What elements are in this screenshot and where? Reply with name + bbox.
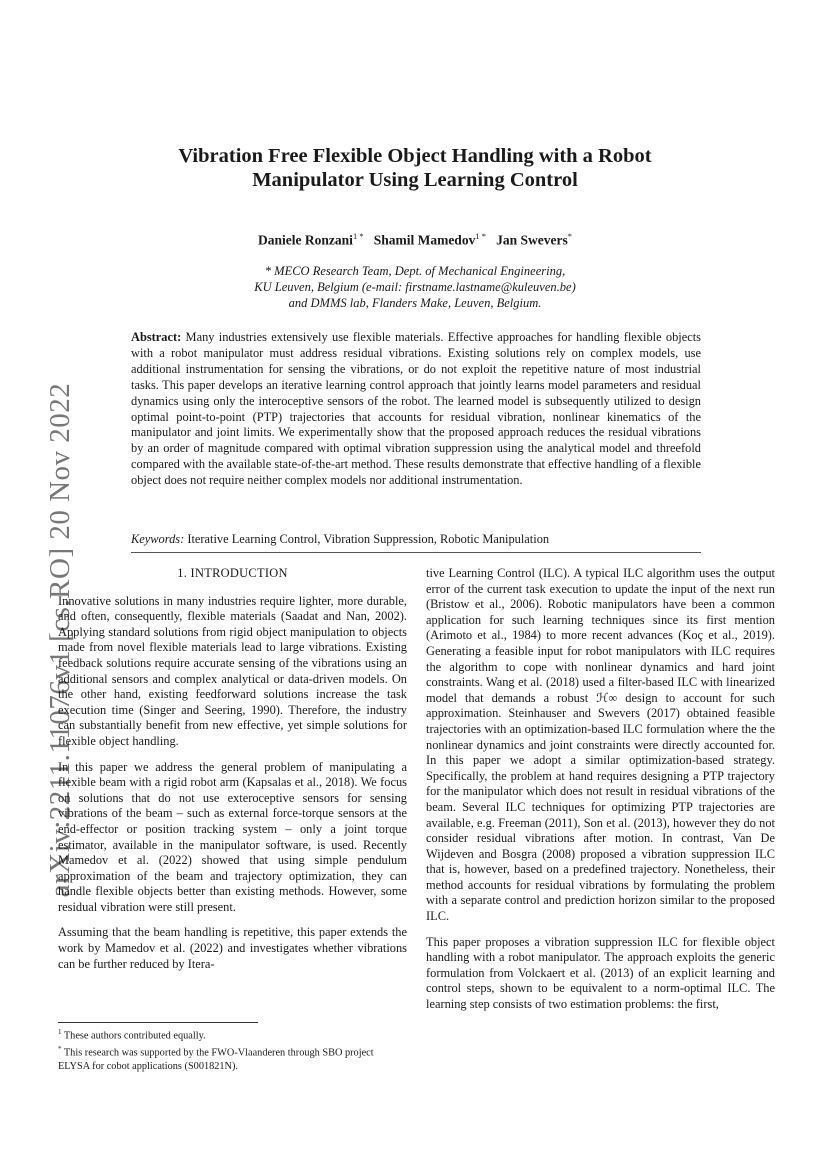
- body-paragraph: In this paper we address the general problem of manipulating a flexible beam with a rigid robot arm (Kapsalas et al., 2018). We focus on solutions that do not use exteroceptive sensors for sensing vibrations of the beam – such as external force-torque sensors at the end-effector or position tracking system – only a joint torque estimator, available in the manipulator software, is used. Recently Mamedov et al. (2022) showed that using simple pendulum approximation of the beam and trajectory optimization, they can handle flexible objects better than existing methods. However, some residual vibration were still present.: [58, 759, 407, 914]
- abstract: [131, 330, 701, 489]
- footnote-text: This research was supported by the FWO-Vlaanderen through SBO project ELYSA for cobot applications (S001821N).: [58, 1047, 374, 1072]
- footnote-mark: *: [58, 1044, 62, 1053]
- paper-title: Vibration Free Flexible Object Handling with a Robot Manipulator Using Learning Control: [178, 145, 652, 191]
- author-name: Shamil Mamedov: [373, 232, 476, 248]
- affiliation-line: and DMMS lab, Flanders Make, Leuven, Belgium.: [288, 296, 542, 310]
- body-paragraph: Innovative solutions in many industries require lighter, more durable, and often, consequently, flexible materials (Saadat and Nan, 2002). Applying standard solutions from rigid object manipulation to objects made from novel flexible materials lead to large vibrations. Existing feedback solutions require accurate sensing of the vibrations using an additional sensors and complex analytical or data-driven models. On the other hand, existing feedforward solutions increase the task execution time (Singer and Seering, 1990). Therefore, the industry can substantially benefit from new effective, yet simple solutions for flexible object handling.: [58, 593, 407, 748]
- author-marks: 1 *: [352, 231, 364, 241]
- arxiv-identifier: arXiv:2211.11076v1 [cs.RO] 20 Nov 2022: [44, 382, 76, 898]
- footnote-text: These authors contributed equally.: [63, 1030, 206, 1042]
- keywords-label: Keywords:: [131, 532, 185, 546]
- body-paragraph: tive Learning Control (ILC). A typical ILC algorithm uses the output error of the current task execution to update the input of the next run (Bristow et al., 2006). Robotic manipulators have been a common application for such learning techniques since its first mention (Arimoto et al., 1984) to more recent advances (Koç et al., 2019). Generating a feasible input for robot manipulators with ILC requires the algorithm to cope with nonlinear dynamics and hard joint constraints. Wang et al. (2018) used a filter-based ILC with linearized model that demands a robust ℋ∞ design to account for such approximation. Steinhauser and Swevers (2017) obtained feasible trajectories with an optimization-based ILC formulation where the the nonlinear dynamics and joint constraints were directly accounted for. In this paper we adopt a similar optimization-based strategy. Specifically, the problem at hand requires designing a PTP trajectory for the manipulator which does not result in residual vibrations of the beam. Several ILC techniques for optimizing PTP trajectories are available, e.g. Freeman (2011), Son et al. (2013), however they do not consider residual vibrations after motion. In contrast, Van De Wijdeven and Bosgra (2008) proposed a vibration suppression ILC that is, however, based on a predefined trajectory. Nonetheless, their method accounts for residual vibrations by formulating the problem with a separate control and prediction horizon similar to the proposed ILC.: [426, 566, 775, 924]
- author-list: [150, 231, 680, 249]
- section-heading: 1. INTRODUCTION: [177, 566, 288, 580]
- right-column: [426, 566, 775, 1023]
- left-column: [58, 566, 407, 982]
- author-name: Jan Swevers: [496, 232, 568, 248]
- footnote-divider: [58, 1022, 258, 1023]
- section-divider: [131, 552, 701, 553]
- body-paragraph: Assuming that the beam handling is repetitive, this paper extends the work by Mamedov et al. (2022) and investigates whether vibrations can be further reduced by Itera-: [58, 925, 407, 971]
- affiliation: [150, 263, 680, 311]
- keywords-text: Iterative Learning Control, Vibration Suppression, Robotic Manipulation: [187, 532, 550, 546]
- body-paragraph: This paper proposes a vibration suppression ILC for flexible object handling with a robot manipulator. The approach exploits the generic formulation from Volckaert et al. (2013) of an explicit learning and control steps, shown to be equivalent to a norm-optimal ILC. The learning step consists of two estimation problems: the first,: [426, 934, 775, 1012]
- author-name: Daniele Ronzani: [258, 232, 353, 248]
- affiliation-line: * MECO Research Team, Dept. of Mechanical Engineering,: [264, 264, 566, 278]
- footnote-mark: 1: [58, 1028, 62, 1036]
- affiliation-line: KU Leuven, Belgium (e-mail: firstname.lastname@kuleuven.be): [254, 280, 576, 294]
- keywords: [131, 532, 701, 547]
- footnote: [58, 1026, 407, 1043]
- footnote: [58, 1043, 407, 1073]
- author-marks: *: [567, 231, 572, 241]
- abstract-label: Abstract:: [131, 330, 182, 344]
- footnotes: [58, 1026, 407, 1073]
- abstract-text: Many industries extensively use flexible materials. Effective approaches for handling flexible objects with a robot manipulator must address residual vibrations. Existing solutions rely on complex models, use additional instrumentation for sensing the vibrations, or do not exploit the repetitive nature of most industrial tasks. This paper develops an iterative learning control approach that jointly learns model parameters and residual dynamics using only the interoceptive sensors of the robot. The learned model is subsequently utilized to design optimal point-to-point (PTP) trajectories that accounts for residual vibration, nonlinear kinematics of the manipulator and joint limits. We experimentally show that the proposed approach reduces the residual vibrations by an order of magnitude compared with optimal vibration suppression using the analytical model and threefold compared with the available state-of-the-art method. These results demonstrate that effective handling of a flexible object does not require neither complex models nor additional instrumentation.: [131, 330, 701, 488]
- author-marks: 1 *: [475, 231, 486, 241]
